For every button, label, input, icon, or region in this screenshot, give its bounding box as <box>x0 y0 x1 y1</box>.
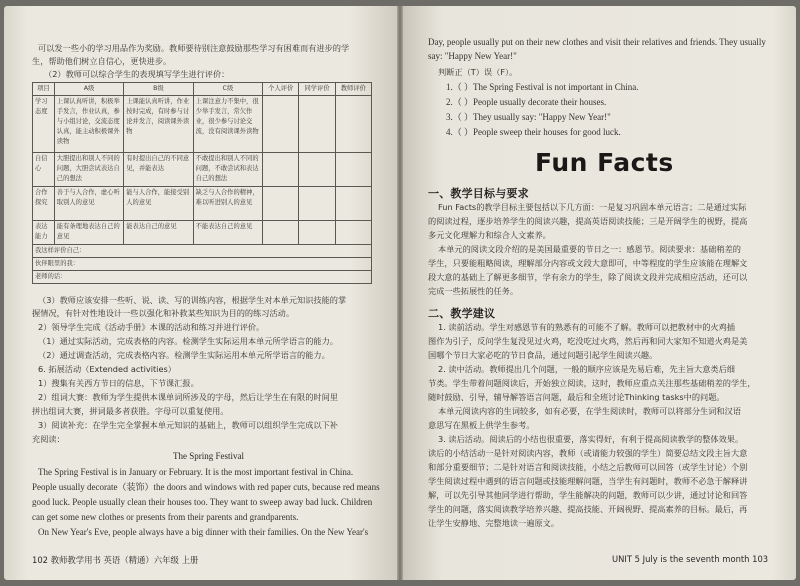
table-cell: 学习态度 <box>33 96 55 153</box>
paragraph-line: 节类。学生带着问题阅读后，开始独立阅读，这时，教师应重点关注那些基础稍差的学生， <box>428 378 756 388</box>
table-cell-empty <box>263 153 299 187</box>
paragraph-line: 让学生安静地、完整地读一遍原文。 <box>428 518 560 528</box>
evaluation-table <box>32 82 372 284</box>
table-footer-row <box>33 258 372 271</box>
table-cell: 不敢提出和别人不同的问题，不敢尝试和表达自己的想法 <box>193 153 262 187</box>
table-cell: 上课认真听讲，积极举手发言，作业认真，参与小组讨论，交流态度认真，能主动积极课外读物 <box>54 96 123 153</box>
paragraph-line: 意思写在黑板上供学生参考。 <box>428 420 535 430</box>
table-cell: 上课能认真听讲，作业按时完成，有时参与讨论并发言，阅读课外读物 <box>124 96 193 153</box>
table-footer-row <box>33 245 372 258</box>
paragraph-line: 拼出组词大赛，拼词最多者获胜。字母可以重复使用。 <box>32 406 229 416</box>
left-intro-line: 生，帮助他们树立自信心，更快进步。 <box>32 56 172 66</box>
section-heading: 二、教学建议 <box>428 307 496 320</box>
table-cell: 合作探究 <box>33 187 55 221</box>
table-header: B级 <box>124 83 193 96</box>
judge-title: 判断正（T）误（F）。 <box>438 67 518 77</box>
table-cell-empty <box>263 96 299 153</box>
table-footer-cell: 我这样评价自己： <box>33 245 372 258</box>
table-cell-empty <box>263 187 299 221</box>
paragraph-line: 读后的小结活动一是针对阅读内容，教师（或请能力较强的学生）简要总结文段主旨大意 <box>428 448 748 458</box>
paragraph-line: 本单元的阅读文段介绍的是美国最重要的节日之一：感恩节。阅读要求：基础稍差的 <box>438 244 741 254</box>
table-header: 项目 <box>33 83 55 96</box>
left-intro-line: 可以发一些小的学习用品作为奖励。教师要待别注意鼓励那些学习有困难而有进步的学 <box>38 43 350 53</box>
table-cell: 缺乏与人合作的精神，难以听进别人的意见 <box>193 187 262 221</box>
question-line: 4.（ ）People sweep their houses for good luck. <box>446 127 621 137</box>
question-line: 2.（ ）People usually decorate their houses. <box>446 97 607 107</box>
fun-facts-heading: Fun Facts <box>535 148 674 177</box>
table-header-row <box>33 83 372 96</box>
table-header: 同学评价 <box>299 83 335 96</box>
table-header: A级 <box>54 83 123 96</box>
table-footer-row <box>33 271 372 284</box>
paragraph-line: 1）搜集有关西方节日的信息，下节课汇报。 <box>38 378 199 388</box>
story-line: On New Year's Eve, people always have a big dinner with their families. On the New Year's <box>38 527 369 537</box>
paragraph-line: 学生阅读过程中遇到的语言问题或技能理解问题，当学生有问题时，教师不必急于解释讲 <box>428 476 748 486</box>
paragraph-line: 2. 读中活动。教师提出几个问题，一般的顺序应该是先易后难，先主旨大意类后细 <box>438 364 735 374</box>
left-page-footer: 102 教师教学用书 英语（精通）六年级 上册 <box>32 555 199 565</box>
table-cell-empty <box>335 221 371 245</box>
table-header: 个人评价 <box>263 83 299 96</box>
right-page-footer: UNIT 5 July is the seventh month 103 <box>612 554 769 564</box>
paragraph-line: 2）领导学生完成《活动手册》本课的活动和练习并进行评价。 <box>38 322 265 332</box>
paragraph-line: 本单元阅读内容的生词较多，如有必要，在学生阅读时，教师可以将部分生词和汉语 <box>438 406 741 416</box>
table-footer-cell: 老师的话： <box>33 271 372 284</box>
paragraph-line: 多元文化理解力和综合人文素养。 <box>428 230 551 240</box>
story-line: Day, people usually put on their new clothes and visit their relatives and friends. They usually <box>428 37 766 47</box>
table-header: C级 <box>193 83 262 96</box>
table-cell: 能表达自己的意见 <box>124 221 193 245</box>
paragraph-line: 握情况，有针对性地设计一些以强化和补救某些知识为目的的练习活动。 <box>32 308 295 318</box>
table-cell-empty <box>335 96 371 153</box>
paragraph-line: 随时鼓励、引导，辅导解答语言问题，最后和全班讨论Thinking tasks中的问题。 <box>428 392 725 402</box>
paragraph-line: （1）通过实际活动，完成表格的内容。检测学生实际运用本单元所学语言的能力。 <box>38 336 338 346</box>
paragraph-line: 学生的问题，落实阅读教学培养兴趣、提高技能、开阔视野、提高素养的目标。最后，再 <box>428 504 748 514</box>
table-footer-cell: 伙伴眼里的我： <box>33 258 372 271</box>
story-line: People usually decorate（装饰）the doors and windows with red paper cuts, because red means <box>32 482 380 492</box>
table-cell-empty <box>299 221 335 245</box>
paragraph-line: （3）教师应该安排一些听、说、读、写的训练内容，根据学生对本单元知识技能的掌 <box>38 295 347 305</box>
table-cell: 上课注意力不集中，很少举手发言，常欠作业，很少参与讨论交流，没有阅读课外读物 <box>193 96 262 153</box>
table-row <box>33 187 372 221</box>
table-cell: 表达能力 <box>33 221 55 245</box>
table-cell: 善于与人合作，虚心听取别人的意见 <box>54 187 123 221</box>
table-cell-empty <box>335 153 371 187</box>
paragraph-line: Fun Facts的教学目标主要包括以下几方面：一是复习巩固本单元语言；二是通过实际 <box>438 202 747 212</box>
story-line: say: "Happy New Year!" <box>428 51 517 61</box>
paragraph-line: 1. 读前活动。学生对感恩节有的熟悉有的可能不了解。教师可以把教材中的火鸡插 <box>438 322 735 332</box>
table-cell: 能有条理地表达自己的意见 <box>54 221 123 245</box>
table-cell: 有时提出自己的不同意见，并能表达 <box>124 153 193 187</box>
paragraph-line: 学生，只要能粗略阅读，理解部分内容或文段大意即可，中等程度的学生应该能在理解文 <box>428 258 748 268</box>
table-cell-empty <box>263 221 299 245</box>
question-line: 3.（ ）They usually say: "Happy New Year!" <box>446 112 611 122</box>
section-heading: 一、教学目标与要求 <box>428 187 529 200</box>
paragraph-line: 2）组词大赛：教师为学生提供本课单词所涉及的字母，然后让学生在有限的时间里 <box>38 392 338 402</box>
table-row <box>33 221 372 245</box>
paragraph-line: 段大意的基础上了解更多细节，学有余力的学生，除了阅读文段并完成相应活动，还可以 <box>428 272 748 282</box>
paragraph-line: 3. 读后活动。阅读后的小结也很重要，落实得好，有利于提高阅读教学的整体效果。 <box>438 434 744 444</box>
story-line: good luck. People usually clean their houses too. They want to sweep away bad luck. Children <box>32 497 373 507</box>
paragraph-line: （2）通过调查活动，完成表格内容。检测学生实际运用本单元所学语言的能力。 <box>38 350 330 360</box>
question-line: 1.（ ）The Spring Festival is not important in China. <box>446 82 639 92</box>
paragraph-line: 充阅读： <box>32 434 65 444</box>
table-cell-empty <box>299 153 335 187</box>
table-cell-empty <box>299 96 335 153</box>
section-heading: 6. 拓展活动（Extended activities） <box>38 364 176 374</box>
paragraph-line: 和部分重要细节；二是针对语言和阅读技能，小结之后教师可以回答（或学生讨论）个别 <box>428 462 748 472</box>
table-cell: 能与人合作，能接受别人的意见 <box>124 187 193 221</box>
table-row <box>33 153 372 187</box>
table-caption: （2）教师可以综合学生的表现填写学生进行评价： <box>44 69 230 79</box>
table-cell: 不能表达自己的意见 <box>193 221 262 245</box>
table-row <box>33 96 372 153</box>
story-line: can get some new clothes or presents from their parents and grandparents. <box>32 512 299 522</box>
table-cell: 自信心 <box>33 153 55 187</box>
paragraph-line: 3）阅读补充：在学生完全掌握本单元知识的基础上，教师可以组织学生完成以下补 <box>38 420 338 430</box>
paragraph-line: 完成一些拓展性的任务。 <box>428 286 519 296</box>
table-header: 教师评价 <box>335 83 371 96</box>
story-title: The Spring Festival <box>173 451 244 461</box>
table-cell-empty <box>299 187 335 221</box>
table-cell-empty <box>335 187 371 221</box>
paragraph-line: 图作为引子，反问学生复没见过火鸡，吃没吃过火鸡，然后再和同大家知不知道火鸡是美 <box>428 336 748 346</box>
paragraph-line: 国哪个节日大家必吃的节日食品，通过问题引起学生阅读兴趣。 <box>428 350 658 360</box>
paragraph-line: 的阅读过程，逐步培养学生的阅读兴趣，提高英语阅读技能；三是开阔学生的视野，提高 <box>428 216 748 226</box>
paragraph-line: 解，可以先引导其他同学进行帮助，学生能解决的问题，教师可以少讲，通过讨论和回答 <box>428 490 748 500</box>
table-cell: 大胆提出和别人不同的问题，大胆尝试表达自己的想法 <box>54 153 123 187</box>
story-line: The Spring Festival is in January or February. It is the most important festival in China. <box>38 467 354 477</box>
